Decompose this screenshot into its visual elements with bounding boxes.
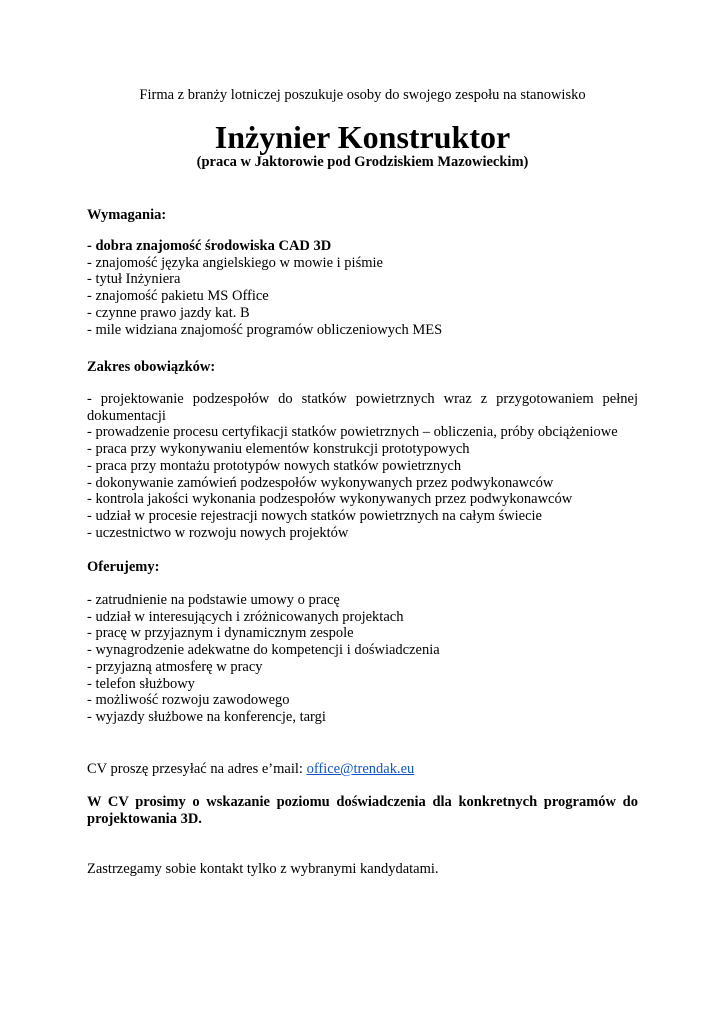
- offer-heading: Oferujemy:: [87, 559, 160, 575]
- offer-list: [87, 592, 638, 726]
- duties-heading: Zakres obowiązków:: [87, 359, 216, 375]
- requirement-item: - dobra znajomość środowiska CAD 3D: [87, 238, 332, 254]
- offer-item: - udział w interesujących i zróżnicowanych projektach: [87, 608, 404, 625]
- duties-list: [87, 391, 638, 541]
- requirements-heading: Wymagania:: [87, 207, 167, 223]
- cv-note: W CV prosimy o wskazanie poziomu doświadczenia dla konkretnych programów do projektowania 3D.: [87, 794, 638, 827]
- requirement-item: - mile widziana znajomość programów obliczeniowych MES: [87, 321, 443, 338]
- duty-item: - praca przy montażu prototypów nowych statków powietrznych: [87, 457, 462, 474]
- duty-item-continuation: dokumentacji: [87, 407, 166, 424]
- offer-item: - przyjazną atmosferę w pracy: [87, 658, 263, 675]
- job-title: Inżynier Konstruktor: [214, 119, 511, 155]
- cv-instructions: [87, 760, 638, 778]
- duty-item: - praca przy wykonywaniu elementów konstrukcji prototypowych: [87, 441, 470, 458]
- offer-item: - wynagrodzenie adekwatne do kompetencji i doświadczenia: [87, 642, 440, 659]
- intro-text: Firma z branży lotniczej poszukuje osoby do swojego zespołu na stanowisko: [139, 87, 586, 103]
- requirements-list: [87, 238, 638, 338]
- requirement-item: - czynne prawo jazdy kat. B: [87, 304, 250, 321]
- offer-item: - zatrudnienie na podstawie umowy o pracę: [87, 592, 340, 608]
- duty-item: - uczestnictwo w rozwoju nowych projektów: [87, 524, 349, 541]
- offer-item: - wyjazdy służbowe na konferencje, targi: [87, 708, 326, 725]
- job-location: (praca w Jaktorowie pod Grodziskiem Mazowieckim): [196, 154, 529, 170]
- requirement-item: - tytuł Inżyniera: [87, 271, 181, 288]
- duty-item: [87, 391, 638, 424]
- requirement-item: - znajomość pakietu MS Office: [87, 288, 269, 305]
- offer-item: - możliwość rozwoju zawodowego: [87, 692, 290, 709]
- closing-note: Zastrzegamy sobie kontakt tylko z wybranymi kandydatami.: [87, 861, 439, 877]
- requirement-item: - znajomość języka angielskiego w mowie i piśmie: [87, 254, 383, 271]
- offer-item: - pracę w przyjaznym i dynamicznym zespole: [87, 625, 354, 642]
- email-link[interactable]: office@trendak.eu: [306, 761, 415, 777]
- duty-item: - prowadzenie procesu certyfikacji statków powietrznych – obliczenia, próby obciążeniowe: [87, 424, 618, 441]
- duty-item: - kontrola jakości wykonania podzespołów wykonywanych przez podwykonawców: [87, 491, 573, 508]
- offer-item: - telefon służbowy: [87, 675, 195, 692]
- duty-item: - dokonywanie zamówień podzespołów wykonywanych przez podwykonawców: [87, 474, 554, 491]
- cv-text: CV proszę przesyłać na adres e’mail:: [87, 761, 307, 777]
- duty-item-line: - projektowanie podzespołów do statków powietrznych wraz z przygotowaniem pełnej: [87, 391, 638, 407]
- duty-item: - udział w procesie rejestracji nowych statków powietrznych na całym świecie: [87, 507, 542, 524]
